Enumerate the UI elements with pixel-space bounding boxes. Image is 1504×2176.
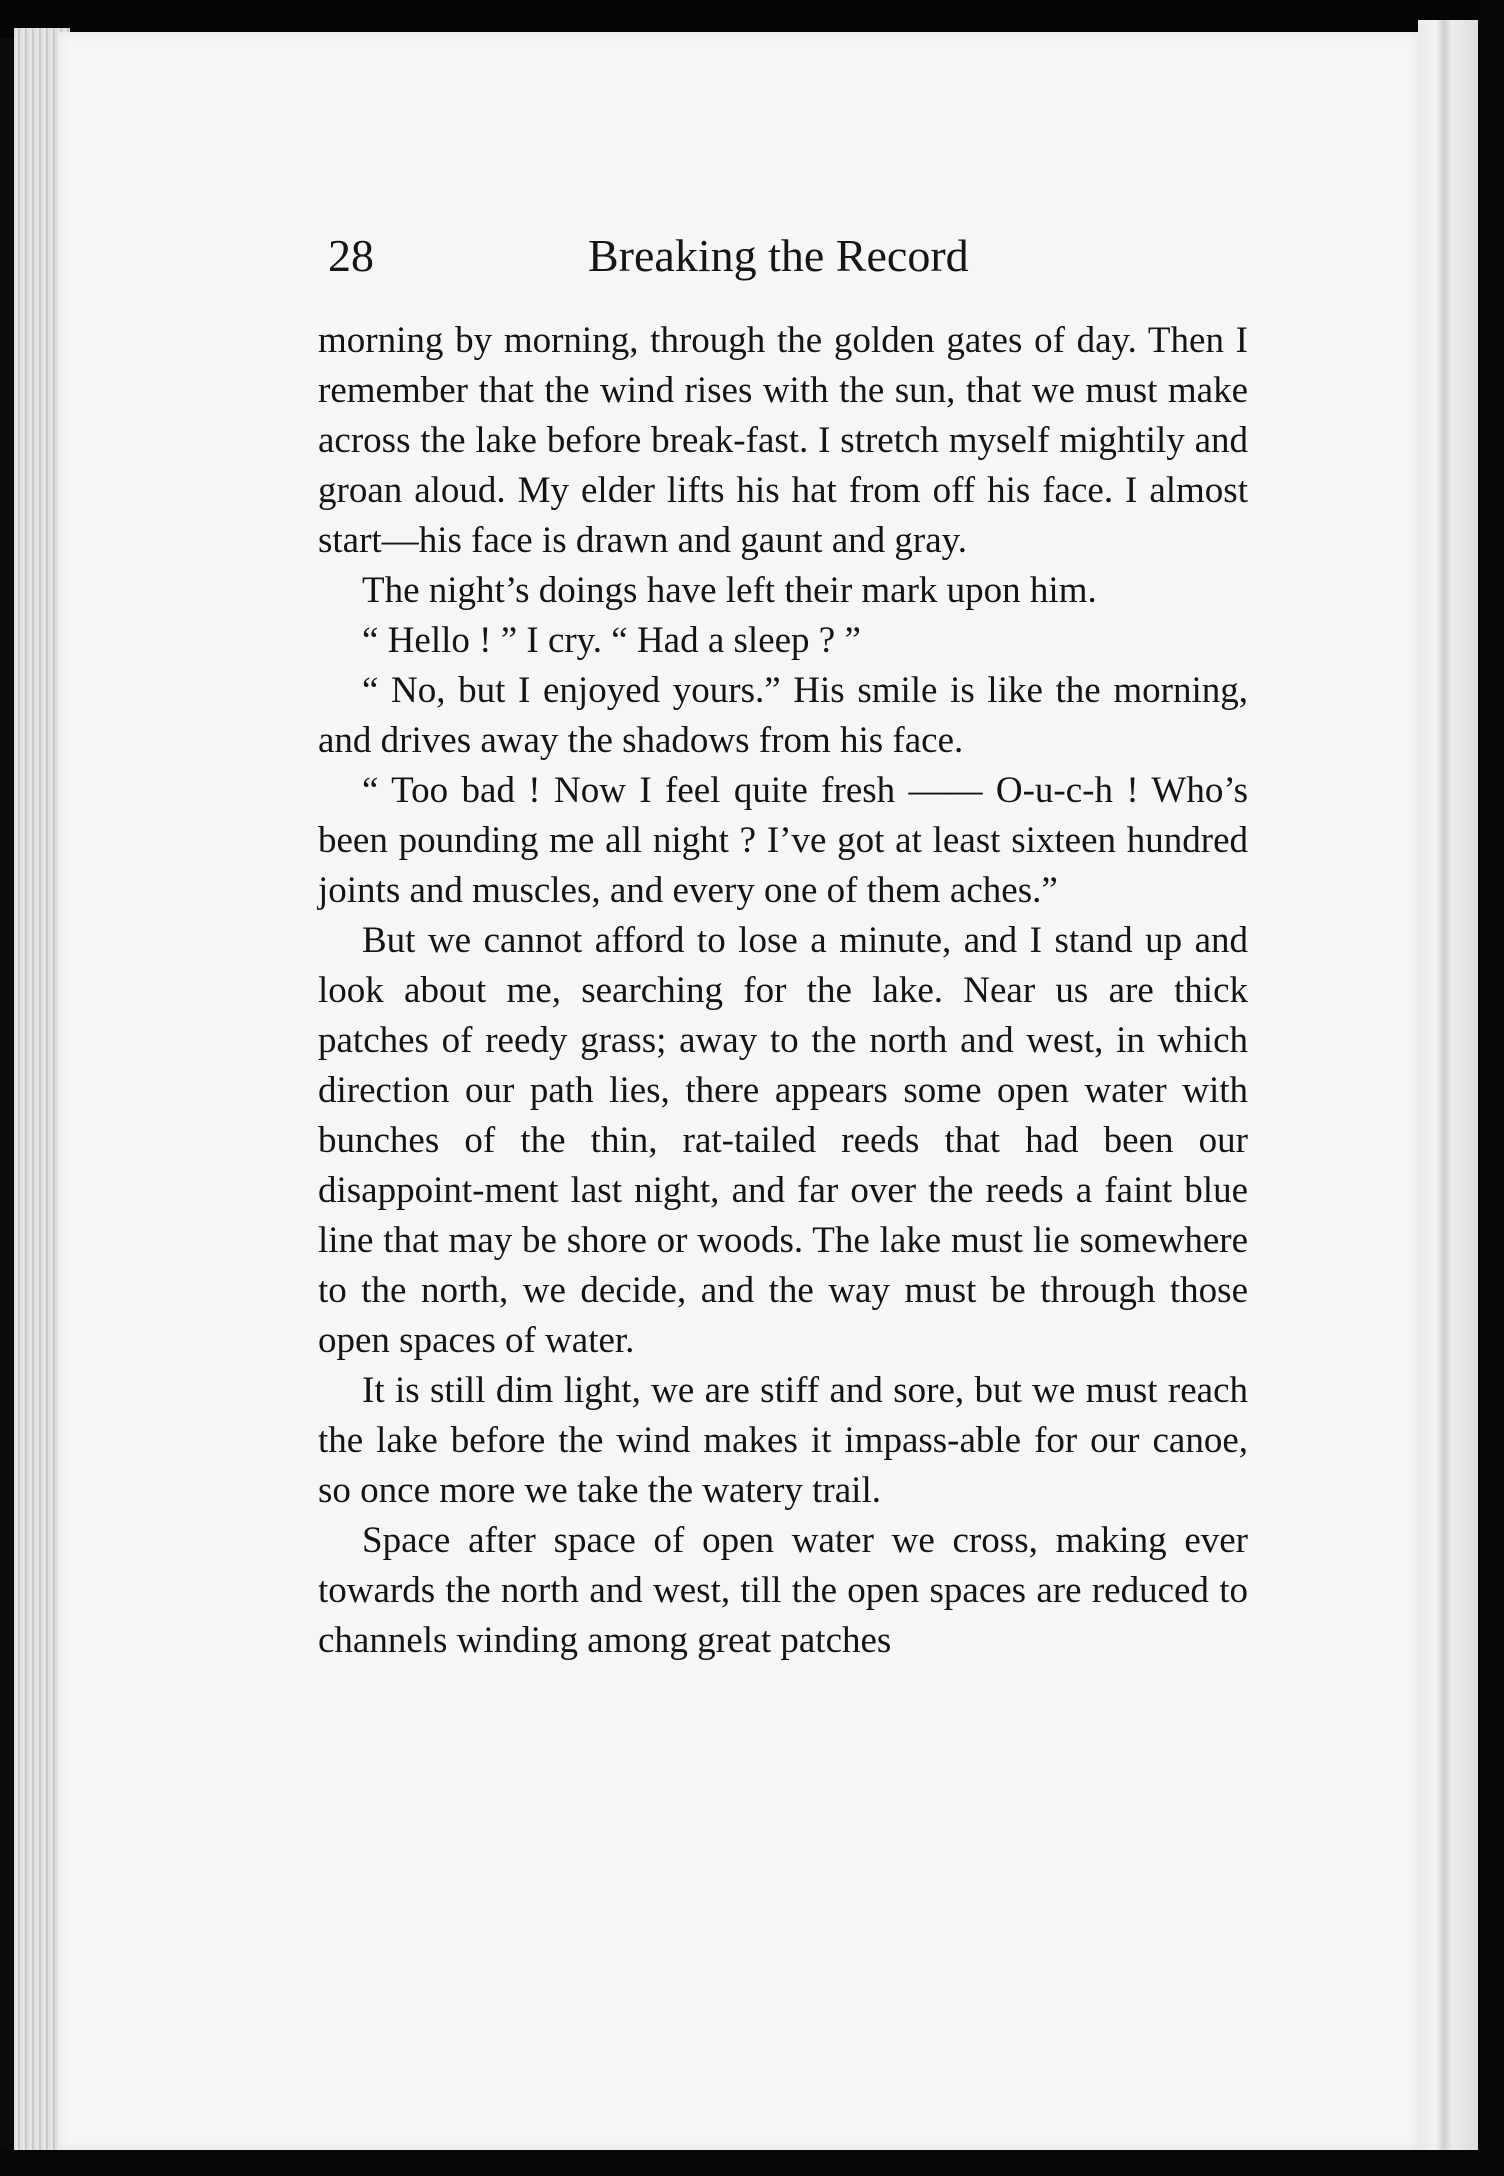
paragraph-continuation: morning by morning, through the golden gates of day. Then I remember that the wind rises with the sun, that we must make across the lake before break-fast. I stretch myself mightily and groan aloud. My elder lifts his hat from off his face. I almost start—his face is drawn and gaunt and gray. <box>318 320 1248 561</box>
scan-bottom-border <box>0 2150 1504 2176</box>
running-title: Breaking the Record <box>588 230 969 281</box>
page-number: 28 <box>328 230 374 281</box>
running-head <box>328 226 1248 286</box>
paragraph: The night’s doings have left their mark upon him. <box>362 570 1097 611</box>
dialogue-line: “ Too bad ! Now I feel quite fresh —— O-u-c-h ! Who’s been pounding me all night ? I’ve got at least sixteen hundred joints and muscles, and every one of them aches.” <box>318 770 1248 911</box>
paragraph: But we cannot afford to lose a minute, and I stand up and look about me, searching for the lake. Near us are thick patches of reedy grass; away to the north and west, in which direction our path lies, there appears some open water with bunches of the thin, rat-tailed reeds that had been our disappoint-ment last night, and far over the reeds a faint blue line that may be shore or woods. The lake must lie somewhere to the north, we decide, and the way must be through those open spaces of water. <box>318 920 1248 1361</box>
dialogue-line: “ Hello ! ” I cry. “ Had a sleep ? ” <box>362 620 861 661</box>
paragraph: It is still dim light, we are stiff and sore, but we must reach the lake before the wind makes it impass-able for our canoe, so once more we take the watery trail. <box>318 1370 1248 1511</box>
paragraph: Space after space of open water we cross, making ever towards the north and west, till the open spaces are reduced to channels winding among great patches <box>318 1520 1248 1661</box>
scan-right-border <box>1478 0 1504 2176</box>
body-text <box>318 316 1248 1666</box>
dialogue-line: “ No, but I enjoyed yours.” His smile is like the morning, and drives away the shadows from his face. <box>318 670 1248 761</box>
adjacent-page-edge <box>1418 20 1478 2160</box>
